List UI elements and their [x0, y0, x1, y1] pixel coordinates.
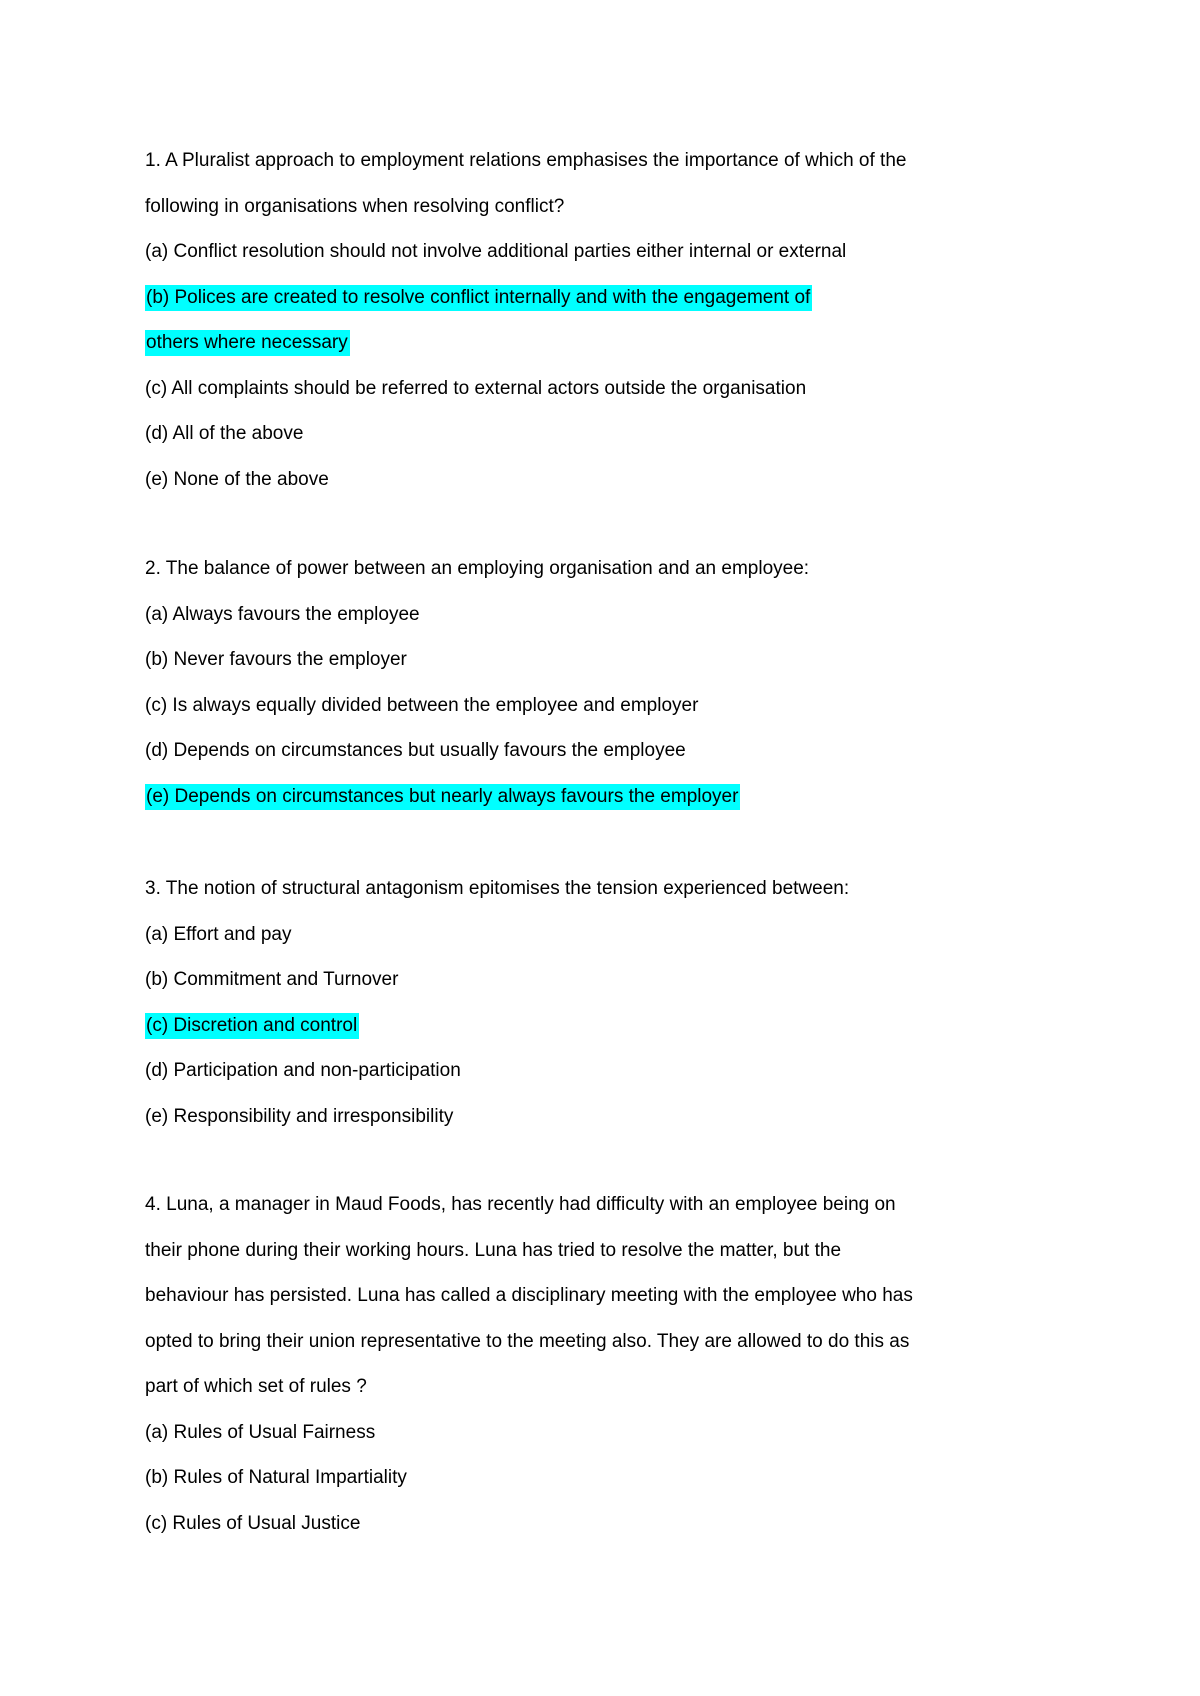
- option-d: (d) Participation and non-participation: [145, 1060, 461, 1081]
- option-e: (e) None of the above: [145, 468, 329, 490]
- option-a: (a) Effort and pay: [145, 923, 292, 945]
- question-stem-line: 4. Luna, a manager in Maud Foods, has recently had difficulty with an employee being on: [145, 1194, 896, 1215]
- option-c: (c) Rules of Usual Justice: [145, 1512, 361, 1534]
- question-2: [145, 546, 1045, 819]
- option-c-highlighted-answer: (c) Discretion and control: [145, 1003, 1045, 1049]
- option-d: (d) Depends on circumstances but usually favours the employee: [145, 740, 686, 761]
- question-stem-line: behaviour has persisted. Luna has called a disciplinary meeting with the employee who has: [145, 1285, 913, 1306]
- option-b: (b) Commitment and Turnover: [145, 969, 399, 990]
- question-stem-line: their phone during their working hours. Luna has tried to resolve the matter, but the: [145, 1239, 842, 1261]
- option-a: (a) Always favours the employee: [145, 603, 420, 625]
- option-e: (e) Responsibility and irresponsibility: [145, 1105, 454, 1127]
- option-e-highlighted-answer: (e) Depends on circumstances but nearly always favours the employer: [145, 774, 1045, 820]
- question-stem-line: following in organisations when resolving conflict?: [145, 195, 565, 217]
- question-stem-line: 2. The balance of power between an employing organisation and an employee:: [145, 558, 810, 579]
- option-b: (b) Rules of Natural Impartiality: [145, 1467, 407, 1488]
- question-stem-line: opted to bring their union representative to the meeting also. They are allowed to do this as: [145, 1330, 910, 1352]
- question-stem-line: 1. A Pluralist approach to employment relations emphasises the importance of which of the: [145, 150, 907, 171]
- option-d: (d) All of the above: [145, 423, 304, 444]
- option-c: (c) Is always equally divided between the employee and employer: [145, 694, 699, 716]
- option-a: (a) Conflict resolution should not involve additional parties either internal or external: [145, 241, 847, 262]
- question-1: [145, 138, 1045, 502]
- option-b-highlighted-answer-continued: others where necessary: [145, 320, 1045, 366]
- option-b-highlighted-answer: (b) Polices are created to resolve conflict internally and with the engagement of: [145, 275, 1045, 321]
- question-stem-line: part of which set of rules ?: [145, 1376, 367, 1397]
- question-stem-line: 3. The notion of structural antagonism epitomises the tension experienced between:: [145, 878, 850, 899]
- option-c: (c) All complaints should be referred to external actors outside the organisation: [145, 377, 807, 399]
- question-3: [145, 866, 1045, 1139]
- option-b: (b) Never favours the employer: [145, 649, 407, 670]
- question-4: [145, 1182, 1045, 1546]
- option-a: (a) Rules of Usual Fairness: [145, 1421, 376, 1443]
